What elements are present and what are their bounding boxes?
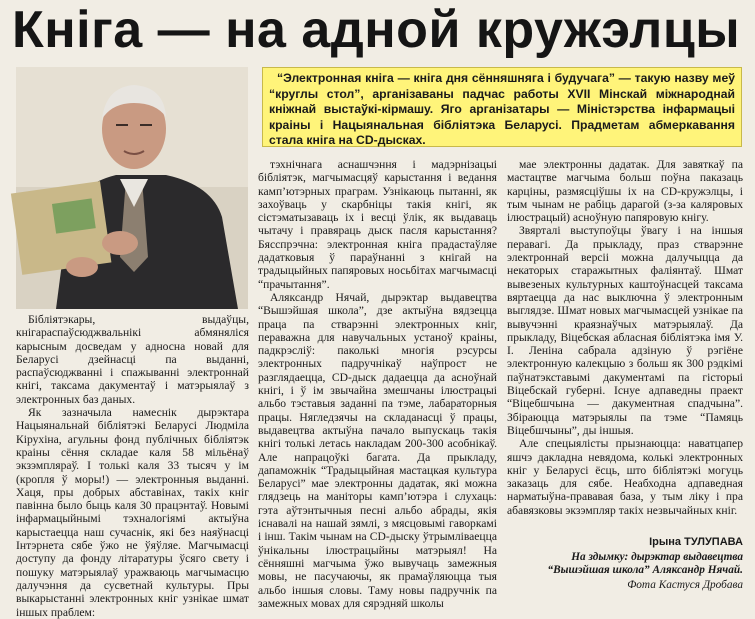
- article-photo: [16, 67, 248, 309]
- paragraph: Аляксандр Нячай, дырэктар выдавецтва “Вышэйшая школа”, дзе актыўна вядзецца праца па стварэнні электронных кніг, пераважна для навучальных устаноў краіны, падкрэсліў: паколькі многія рэсурсы электронных падручнікаў наўпрост не разглядаецца, CD-дыск дадаецца да асноўнай кнігі, і ў ім звычайна змешчаны ілюстрацыі альбо тэставыя заданні па тэме, лабараторныя працы. Нягледзячы на складанасці ў працы, выдавецтва актыўна пачало выпускаць такія кнігі толькі летась накладам 200-300 асобнікаў. Але напрацоўкі багата. Да прыкладу, дапаможнік “Традыцыйная мастацкая культура Беларусі” мае электронны дадатак, які можна глядзець на маніторы камп’ютэра і слухаць: гэта аўтэнтычныя песні альбо абрады, якія існавалі на нашай зямлі, з мясцовымі гаворкамі і інш. Такім чынам на CD-дыску ўтрымліваецца ўнікальны ілюстрацыйны матэрыял! На сённяшні магчыма ўжо вывучаць замежныя мовы, не пасучаючы, як прамаўляюцца тыя альбо іншыя словы. Таму новы падручнік па замежных мовах для сярэдняй школы: [258, 290, 497, 610]
- article-column-3: [507, 158, 743, 538]
- lead-paragraph: “Электронная кніга — кніга дня сённяшняга і будучага” — такую назву меў “круглы стол”, арганізаваны падчас работы XVII Мінскай міжнароднай кніжнай выстаўкі-кірмашу. Яго арганізатары — Міністэрства інфармацыі краіны і Нацыянальная бібліятэка Беларусі. Прадметам абмеркавання стала кніга на CD-дысках.: [262, 67, 742, 147]
- paragraph: Але спецыялісты прызнаюцца: наватцапер яшчэ дакладна невядома, колькі электронных кніг у Беларусі ёсць, што бібліятэкі могуць заказаць для сябе. Неабходна адпаведная нарматыўна-прававая база, у тым ліку і пра абавязковы экзэмпляр такіх незвычайных кніг.: [507, 437, 743, 517]
- paragraph: Звярталі выступоўцы ўвагу і на іншыя перавагі. Да прыкладу, праз стварэнне электроннай версіі можна далучыцца да некаторых старажытных фаліянтаў. Шмат вывезеных культурных каштоўнасцей таксама вяртаецца да нас выключна ў электронным выглядзе. Шмат новых магчымасцей узнікае па вывучэнні краязнаўчых матэрыялаў. Да прыкладу, Віцебская абласная бібліятэка імя У. І. Леніна сабрала адзіную ў рэгіёне электронную калекцыю з больш як 300 рэдкімі паўнатэкставымі дакументамі па гісторыі Віцебскай губерні. Існуе адпаведны праект “Віцебшчына — дакументная спадчына”. Збіраюцца матэрыялы па тэме “Памяць Віцебшчыны”, ды іншыя.: [507, 224, 743, 437]
- paragraph: Як зазначыла намеснік дырэктара Нацыянальнай бібліятэкі Беларусі Людміла Кірухіна, агульны фонд публічных бібліятэк краіны сёння складае каля 58 мільёнаў экзэмпляраў. І толькі каля 33 тысяч у ім (кропля ў моры!) — электронныя выданні. Хаця, пры добрых абставінах, такіх кніг павінна было быць каля 30 працэнтаў. Новымі інфармацыйнымі тэхналогіямі актыўна карыстаецца наш сучаснік, які без наяўнасці Інтэрнета сябе ўжо не ўяўляе. Магчымасці доступу да фонду літаратуры ўсяго свету і пошуку матэрыялаў уражваюць магчымасцю далучэння да сусветнай культуры. Пры выкарыстанні электронных кніг узнікае шмат іншых праблем:: [16, 406, 249, 619]
- paragraph: тэхнічнага аснашчэння і мадэрнізацыі бібліятэк, магчымасцяў карыстання і ведання камп’ютэрных праграм. Узнікаюць пытанні, як захоўваць у скарбніцы такія кнігі, як сістэматызаваць іх і весці ўлік, як выдаваць чытачу і правяраць дыск пасля карыстання? Бясспрэчна: электронная кніга прадастаўляе дадатковыя ў параўнанні з кнігай на традыцыйных папяровых носьбітах магчымасці “прачытання”.: [258, 158, 497, 291]
- paragraph: Бібліятэкары, выдаўцы, кнігараспаўсюджвальнікі абмяняліся карысным досведам у адносна новай для Беларусі дзейнасці па выданні, распаўсюджванні і спажыванні электроннай кнігі, таксама дакументаў і матэрыялаў з электронных баз даных.: [16, 313, 249, 406]
- article-column-2: [258, 158, 497, 610]
- photo-caption: На здымку: дырэктар выдавецтва “Вышэйшая школа” Аляксандр Нячай.: [547, 551, 743, 577]
- article-headline: Кніга — на адной кружэлцы: [12, 1, 741, 59]
- photo-credit: Фота Кастуся Дробава: [627, 579, 743, 591]
- author-signature: Ірына ТУЛУПАВА: [649, 536, 743, 548]
- article-column-1: [16, 313, 249, 619]
- paragraph: мае электронны дадатак. Для завяткаў па мастацтве магчыма больш поўна паказаць карціны, размясціўшы іх на CD-кружэлцы, і тым чынам не рабіць дарагой (з-за каляровых ілюстрацый) асноўную папяровую кнігу.: [507, 158, 743, 225]
- portrait-image: [16, 67, 248, 309]
